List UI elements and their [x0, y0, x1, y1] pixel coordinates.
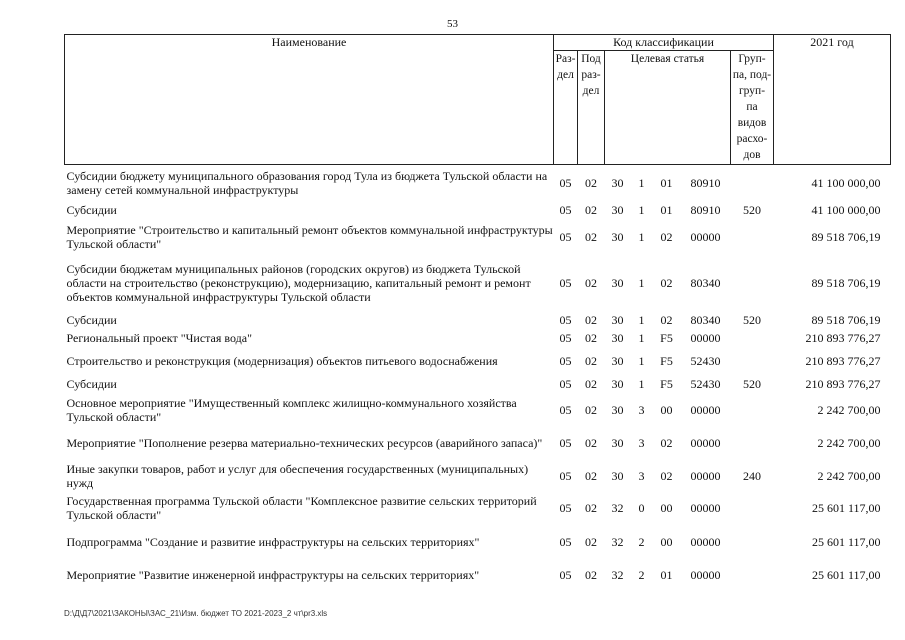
program-code: 30: [611, 468, 624, 483]
table-row: [65, 427, 891, 460]
event-code: 01: [660, 568, 673, 582]
header-classification: Код классификации: [554, 35, 774, 51]
amount-value: 2 242 700,00: [817, 468, 881, 483]
event-code: 02: [660, 436, 673, 450]
subsection-code: 02: [585, 202, 597, 217]
table-row: [65, 311, 891, 329]
header-year: 2021 год: [774, 35, 891, 51]
program-code: 32: [611, 568, 624, 582]
event-code: 00: [660, 534, 673, 549]
section-code: 05: [559, 175, 572, 190]
table-row: [65, 165, 891, 201]
row-name: Основное мероприятие "Имущественный комплекс жилищно-коммунального хозяйства Тульской области": [66, 395, 517, 424]
direction-code: 80910: [690, 202, 721, 217]
amount-value: 210 893 776,27: [805, 330, 881, 345]
table-row: [65, 329, 891, 347]
expense-type-code: 520: [743, 202, 761, 217]
event-code: 01: [660, 202, 673, 217]
section-code: 05: [559, 230, 572, 244]
subprogram-code: 1: [638, 230, 645, 244]
subsection-code: 02: [585, 402, 597, 417]
program-code: 30: [611, 353, 624, 368]
amount-value: 2 242 700,00: [817, 436, 881, 450]
subsection-code: 02: [585, 330, 597, 345]
subsection-code: 02: [585, 276, 597, 290]
page-number: 53: [447, 18, 458, 30]
program-code: 30: [611, 175, 624, 190]
table-row: [65, 460, 891, 492]
amount-value: 210 893 776,27: [805, 353, 881, 368]
row-name: Региональный проект "Чистая вода": [66, 330, 252, 345]
expense-type-code: [731, 559, 774, 592]
event-code: 02: [660, 276, 673, 290]
subsection-code: 02: [585, 436, 597, 450]
subsection-code: 02: [585, 568, 597, 582]
subprogram-code: 3: [638, 402, 645, 417]
row-name: Иные закупки товаров, работ и услуг для обеспечения государственных (муниципальных) нужд: [66, 461, 529, 490]
program-code: 30: [611, 276, 624, 290]
section-code: 05: [559, 534, 572, 549]
event-code: 02: [660, 312, 673, 327]
table-row: [65, 219, 891, 256]
section-code: 05: [559, 436, 572, 450]
direction-code: 00000: [690, 501, 721, 515]
direction-code: 80340: [690, 312, 721, 327]
table-body: [65, 165, 891, 592]
subsection-code: 02: [585, 534, 597, 549]
expense-type-code: [731, 347, 774, 375]
program-code: 30: [611, 402, 624, 417]
program-code: 30: [611, 436, 624, 450]
subsection-code: 02: [585, 501, 597, 515]
header-group: Груп- па, под- груп- па видов расхо- дов: [731, 51, 774, 165]
table-row: [65, 375, 891, 393]
section-code: 05: [559, 202, 572, 217]
amount-value: 89 518 706,19: [811, 276, 881, 290]
program-code: 32: [611, 501, 624, 515]
row-name: Субсидии: [66, 202, 117, 217]
header-target: Целевая статья: [605, 51, 731, 165]
section-code: 05: [559, 330, 572, 345]
expense-type-code: [731, 525, 774, 559]
expense-type-code: [731, 329, 774, 347]
event-code: 02: [660, 468, 673, 483]
subsection-code: 02: [585, 353, 597, 368]
table-row: [65, 201, 891, 219]
subsection-code: 02: [585, 376, 597, 391]
file-path-footer: D:\Д\Д7\2021\ЗАКОНЫ\ЗАС_21\Изм. бюджет ТО 2021-2023_2 чт\pr3.xls: [64, 609, 328, 618]
subprogram-code: 2: [638, 568, 645, 582]
subprogram-code: 1: [638, 312, 645, 327]
amount-value: 41 100 000,00: [811, 175, 881, 190]
amount-value: 25 601 117,00: [811, 568, 881, 582]
amount-value: 41 100 000,00: [811, 202, 881, 217]
section-code: 05: [559, 402, 572, 417]
direction-code: 00000: [690, 436, 721, 450]
direction-code: 00000: [690, 468, 721, 483]
subprogram-code: 1: [638, 175, 645, 190]
program-code: 30: [611, 230, 624, 244]
table-row: [65, 559, 891, 592]
row-name: Мероприятие "Пополнение резерва материально-технических ресурсов (аварийного запаса)": [66, 436, 543, 450]
row-name: Мероприятие "Строительство и капитальный ремонт объектов коммунальной инфраструктуры Тульской области": [66, 223, 553, 251]
section-code: 05: [559, 312, 572, 327]
table-row: [65, 393, 891, 427]
table-row: [65, 347, 891, 375]
row-name: Субсидии бюджетам муниципальных районов (городских округов) из бюджета Тульской области на строительство (реконструкцию), модернизацию, капитальный ремонт и ремонт объектов коммунальной инфраструктуры Тульской области: [66, 262, 531, 304]
section-code: 05: [559, 468, 572, 483]
direction-code: 52430: [690, 353, 721, 368]
subprogram-code: 1: [638, 376, 645, 391]
subsection-code: 02: [585, 468, 597, 483]
row-name: Субсидии бюджету муниципального образования город Тула из бюджета Тульской области на замену сетей коммунальной инфраструктуры: [66, 168, 548, 197]
expense-type-code: [731, 427, 774, 460]
event-code: 01: [660, 175, 673, 190]
expense-type-code: [731, 165, 774, 201]
amount-value: 25 601 117,00: [811, 501, 881, 515]
amount-value: 210 893 776,27: [805, 376, 881, 391]
row-name: Субсидии: [66, 376, 117, 391]
amount-value: 2 242 700,00: [817, 402, 881, 417]
section-code: 05: [559, 568, 572, 582]
direction-code: 52430: [690, 376, 721, 391]
row-name: Субсидии: [66, 312, 117, 327]
budget-table: [64, 34, 891, 592]
section-code: 05: [559, 501, 572, 515]
direction-code: 00000: [690, 568, 721, 582]
section-code: 05: [559, 276, 572, 290]
direction-code: 00000: [690, 534, 721, 549]
program-code: 30: [611, 312, 624, 327]
subprogram-code: 0: [638, 501, 645, 515]
section-code: 05: [559, 376, 572, 391]
table-row: [65, 492, 891, 525]
event-code: 00: [660, 501, 673, 515]
expense-type-code: 520: [743, 312, 761, 327]
program-code: 30: [611, 376, 624, 391]
direction-code: 00000: [690, 230, 721, 244]
header-name: Наименование: [65, 35, 554, 51]
event-code: 02: [660, 230, 673, 244]
expense-type-code: [731, 492, 774, 525]
event-code: F5: [660, 353, 673, 368]
event-code: 00: [660, 402, 673, 417]
row-name: Государственная программа Тульской области "Комплексное развитие сельских территорий Тульской области": [66, 494, 537, 522]
expense-type-code: [731, 393, 774, 427]
row-name: Мероприятие "Развитие инженерной инфраструктуры на сельских территориях": [66, 568, 480, 582]
direction-code: 00000: [690, 402, 721, 417]
amount-value: 89 518 706,19: [811, 312, 881, 327]
subprogram-code: 1: [638, 202, 645, 217]
direction-code: 80910: [690, 175, 721, 190]
section-code: 05: [559, 353, 572, 368]
direction-code: 80340: [690, 276, 721, 290]
header-section: Раз- дел: [554, 51, 578, 165]
row-name: Подпрограмма "Создание и развитие инфраструктуры на сельских территориях": [66, 534, 480, 549]
expense-type-code: 520: [743, 376, 761, 391]
table-row: [65, 525, 891, 559]
subsection-code: 02: [585, 230, 597, 244]
subprogram-code: 1: [638, 276, 645, 290]
amount-value: 89 518 706,19: [811, 230, 881, 244]
expense-type-code: [731, 219, 774, 256]
row-name: Строительство и реконструкция (модернизация) объектов питьевого водоснабжения: [66, 353, 498, 368]
amount-value: 25 601 117,00: [811, 534, 881, 549]
subsection-code: 02: [585, 175, 597, 190]
subprogram-code: 3: [638, 468, 645, 483]
subprogram-code: 2: [638, 534, 645, 549]
subprogram-code: 3: [638, 436, 645, 450]
expense-type-code: [731, 256, 774, 311]
expense-type-code: 240: [743, 468, 761, 483]
subprogram-code: 1: [638, 353, 645, 368]
table-row: [65, 256, 891, 311]
direction-code: 00000: [690, 330, 721, 345]
program-code: 30: [611, 202, 624, 217]
program-code: 32: [611, 534, 624, 549]
subsection-code: 02: [585, 312, 597, 327]
subprogram-code: 1: [638, 330, 645, 345]
event-code: F5: [660, 376, 673, 391]
program-code: 30: [611, 330, 624, 345]
header-subsection: Под раз- дел: [578, 51, 605, 165]
event-code: F5: [660, 330, 673, 345]
